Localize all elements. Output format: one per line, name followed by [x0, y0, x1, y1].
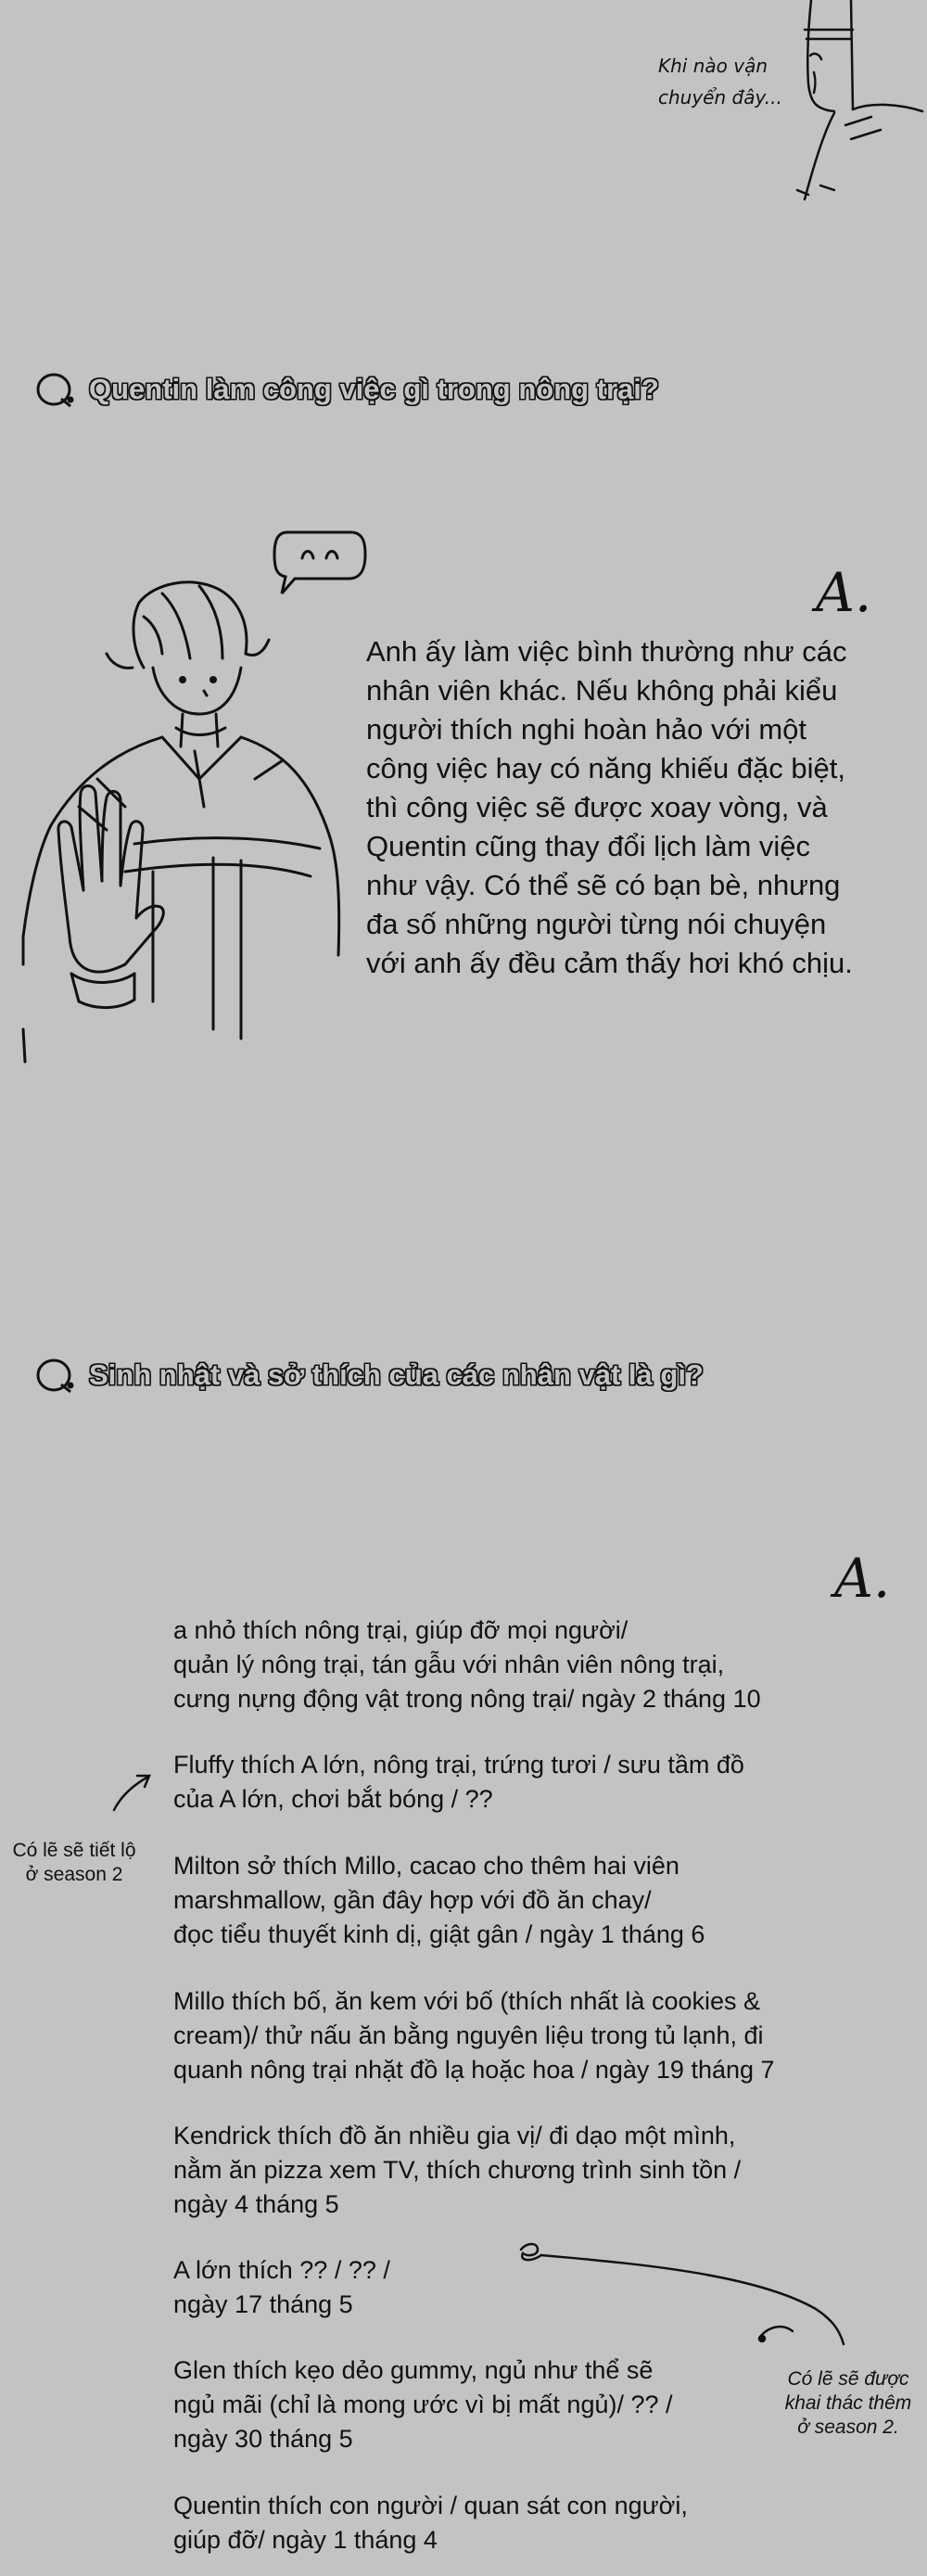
entry-line: A lớn thích ?? / ?? / — [173, 2256, 390, 2284]
top-note — [658, 50, 782, 113]
arrow-left-note — [111, 1771, 158, 1813]
entry-fluffy — [173, 1748, 927, 1817]
question-row-1 — [35, 366, 659, 413]
entry-line: của A lớn, chơi bắt bóng / ?? — [173, 1785, 493, 1813]
entry-quentin — [173, 2489, 927, 2557]
entry-line: ngủ mãi (chỉ là mong ước vì bị mất ngủ)/ ?? / — [173, 2391, 673, 2418]
question-row-2 — [35, 1352, 704, 1398]
entry-line: nằm ăn pizza xem TV, thích chương trình sinh tồn / — [173, 2156, 742, 2184]
answer-line: Quentin cũng thay đổi lịch làm việc — [366, 830, 811, 862]
answer-mark-2: A. — [834, 1547, 891, 1610]
note-line: ở season 2. — [797, 2417, 899, 2438]
entry-line: quanh nông trại nhặt đồ lạ hoặc hoa / ngày 19 tháng 7 — [173, 2056, 775, 2084]
entry-line: Fluffy thích A lớn, nông trại, trứng tươi / sưu tầm đồ — [173, 1751, 744, 1779]
answer-line: như vậy. Có thể sẽ có bạn bè, nhưng — [366, 869, 841, 901]
question-2-text: Sinh nhật và sở thích của các nhân vật là gì? — [89, 1358, 704, 1391]
entry-line: cream)/ thử nấu ăn bằng nguyên liệu trong tủ lạnh, đi — [173, 2021, 764, 2049]
entry-line: giúp đỡ/ ngày 1 tháng 4 — [173, 2526, 438, 2554]
entry-line: Quentin thích con người / quan sát con người, — [173, 2492, 688, 2519]
q-icon — [35, 369, 76, 410]
entry-line: đọc tiểu thuyết kinh dị, giật gân / ngày 1 tháng 6 — [173, 1920, 705, 1948]
note-line: khai thác thêm — [784, 2392, 912, 2414]
entry-line: quản lý nông trại, tán gẫu với nhân viên nông trại, — [173, 1651, 725, 1678]
note-line: ở season 2 — [25, 1864, 123, 1885]
entry-line: marshmallow, gần đây hợp với đồ ăn chay/ — [173, 1886, 652, 1914]
answer-1-text — [366, 632, 913, 983]
entry-line: a nhỏ thích nông trại, giúp đỡ mọi người/ — [173, 1616, 629, 1644]
answer-line: người thích nghi hoàn hảo với một — [366, 713, 807, 746]
entry-line: Millo thích bố, ăn kem với bố (thích nhất là cookies & — [173, 1987, 761, 2015]
q-icon — [35, 1355, 76, 1396]
entry-line: Kendrick thích đồ ăn nhiều gia vị/ đi dạo một mình, — [173, 2122, 736, 2149]
note-line: Có lẽ sẽ được — [787, 2368, 909, 2390]
answer-line: nhân viên khác. Nếu không phải kiểu — [366, 674, 838, 707]
entry-line: Milton sở thích Millo, cacao cho thêm hai viên — [173, 1852, 679, 1880]
answer-line: với anh ấy đều cảm thấy hơi khó chịu. — [366, 947, 853, 979]
answer-mark-1: A. — [816, 561, 872, 624]
answer-line: đa số những người từng nói chuyện — [366, 908, 827, 940]
question-1-text: Quentin làm công việc gì trong nông trại? — [89, 373, 659, 405]
entry-millo — [173, 1984, 927, 2087]
answer-line: thì công việc sẽ được xoay vòng, và — [366, 791, 828, 823]
entry-line: ngày 4 tháng 5 — [173, 2190, 339, 2218]
entry-line: Glen thích kẹo dẻo gummy, ngủ như thể sẽ — [173, 2356, 654, 2384]
quentin-waving-sketch — [14, 566, 348, 1085]
entry-line: cưng nựng động vật trong nông trại/ ngày 2 tháng 10 — [173, 1685, 761, 1713]
note-season-2-left — [0, 1839, 148, 1887]
answer-line: công việc hay có năng khiếu đặc biệt, — [366, 752, 846, 784]
top-note-line-2: chuyển đây... — [658, 86, 782, 108]
answer-line: Anh ấy làm việc bình thường như các — [366, 635, 847, 668]
note-season-2-right — [769, 2367, 927, 2440]
arrow-right-note — [510, 2235, 871, 2355]
entry-milton — [173, 1849, 927, 1952]
entry-a-nho — [173, 1613, 927, 1716]
top-note-line-1: Khi nào vận — [658, 55, 768, 77]
entry-line: ngày 30 tháng 5 — [173, 2425, 353, 2453]
entry-line: ngày 17 tháng 5 — [173, 2290, 353, 2318]
entry-kendrick — [173, 2119, 927, 2222]
note-line: Có lẽ sẽ tiết lộ — [12, 1840, 136, 1861]
